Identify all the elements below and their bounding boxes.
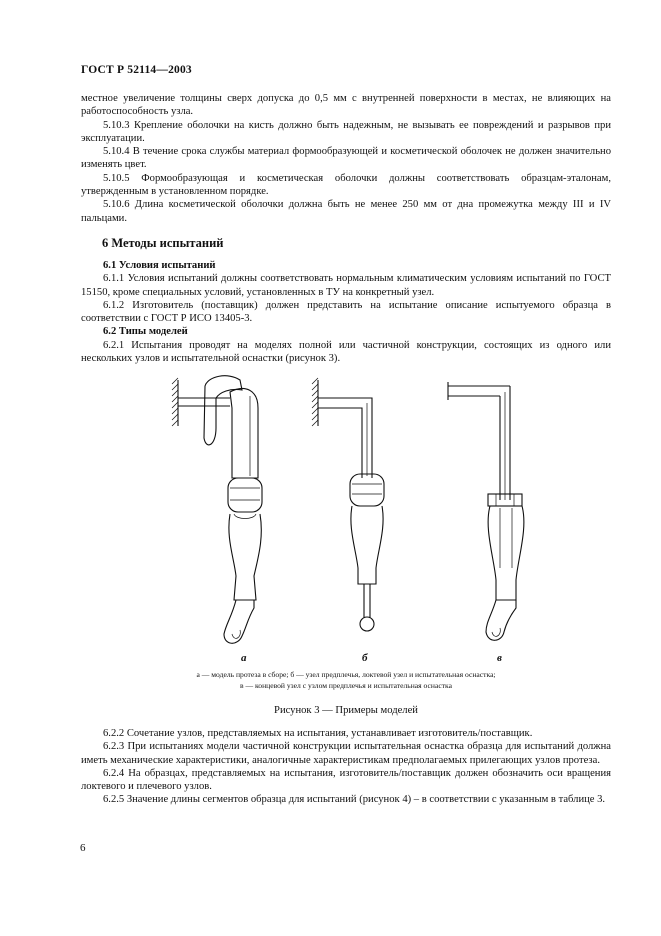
clause-6-block [81,259,611,365]
section-6-title: 6 Методы испытаний [102,236,224,250]
figure-3-drawing [150,368,550,673]
page-number: 6 [80,842,86,854]
figure-label-v: в [497,652,502,664]
clause-6-2-continued-block [81,727,611,807]
clause-5-10-block [81,92,611,225]
paragraph-6-1-2: 6.1.2 Изготовитель (поставщик) должен представить на испытание описание испытуемого образца в соответствии с ГОСТ Р ИСО 13405-3. [81,299,611,325]
model-v-drawing [448,382,524,640]
document-id-header: ГОСТ Р 52114—2003 [81,64,192,76]
paragraph-6-2-1: 6.2.1 Испытания проводят на моделях полной или частичной конструкции, состоящих из одного или нескольких узлов и испытательной оснастки (рисунок 3). [81,339,611,365]
paragraph-6-2-3: 6.2.3 При испытаниях модели частичной конструкции испытательная оснастка образца для испытаний должна иметь механические характеристики, аналогичные характеристикам предполагаемых прилегающих узлов протеза. [81,741,611,766]
model-a-drawing [172,376,262,644]
subsection-6-2-title: 6.2 Типы моделей [103,326,188,338]
figure-3-caption: Рисунок 3 — Примеры моделей [274,705,418,716]
paragraph-5-10-5: 5.10.5 Формообразующая и косметическая оболочки должны соответствовать образцам-эталонам, утвержденным в установленном порядке. [81,172,611,198]
model-b-drawing [312,378,384,631]
paragraph-6-2-5: 6.2.5 Значение длины сегментов образца для испытаний (рисунок 4) – в соответствии с указанным в таблице 3. [103,794,606,806]
legend-line-2: в — концевой узел с узлом предплечья и испытательная оснастка [240,680,452,690]
paragraph-5-10-3: 5.10.3 Крепление оболочки на кисть должно быть надежным, не вызывать ее повреждений и разрывов при эксплуатации. [81,119,611,144]
paragraph-6-1-1: 6.1.1 Условия испытаний должны соответствовать нормальным климатическим условиям испытаний по ГОСТ 15150, кроме специальных условий, установленных в ТУ на конкретный узел. [81,273,611,298]
paragraph-5-10-6: 5.10.6 Длина косметической оболочки должна быть не менее 250 мм от дна промежутка между III и IV пальцами. [81,199,611,224]
figure-3-legend [81,670,611,691]
legend-line-1: а — модель протеза в сборе; б — узел предплечья, локтевой узел и испытательная оснастка; [196,670,496,679]
paragraph-6-2-2: 6.2.2 Сочетание узлов, представляемых на испытания, устанавливает изготовитель/поставщик. [103,728,533,739]
continuation-paragraph: местное увеличение толщины сверх допуска до 0,5 мм с внутренней поверхности в местах, не влияющих на работоспособность узла. [81,93,611,118]
subsection-6-1-title: 6.1 Условия испытаний [103,260,216,271]
paragraph-6-2-4: 6.2.4 На образцах, представляемых на испытания, изготовитель/поставщик должен обозначить оси вращения локтевого и плечевого узлов. [81,767,611,793]
figure-label-a: а [241,652,247,664]
figure-label-b: б [362,652,368,664]
paragraph-5-10-4: 5.10.4 В течение срока службы материал формообразующей и косметической оболочек не должен значительно изменять цвет. [81,146,611,171]
